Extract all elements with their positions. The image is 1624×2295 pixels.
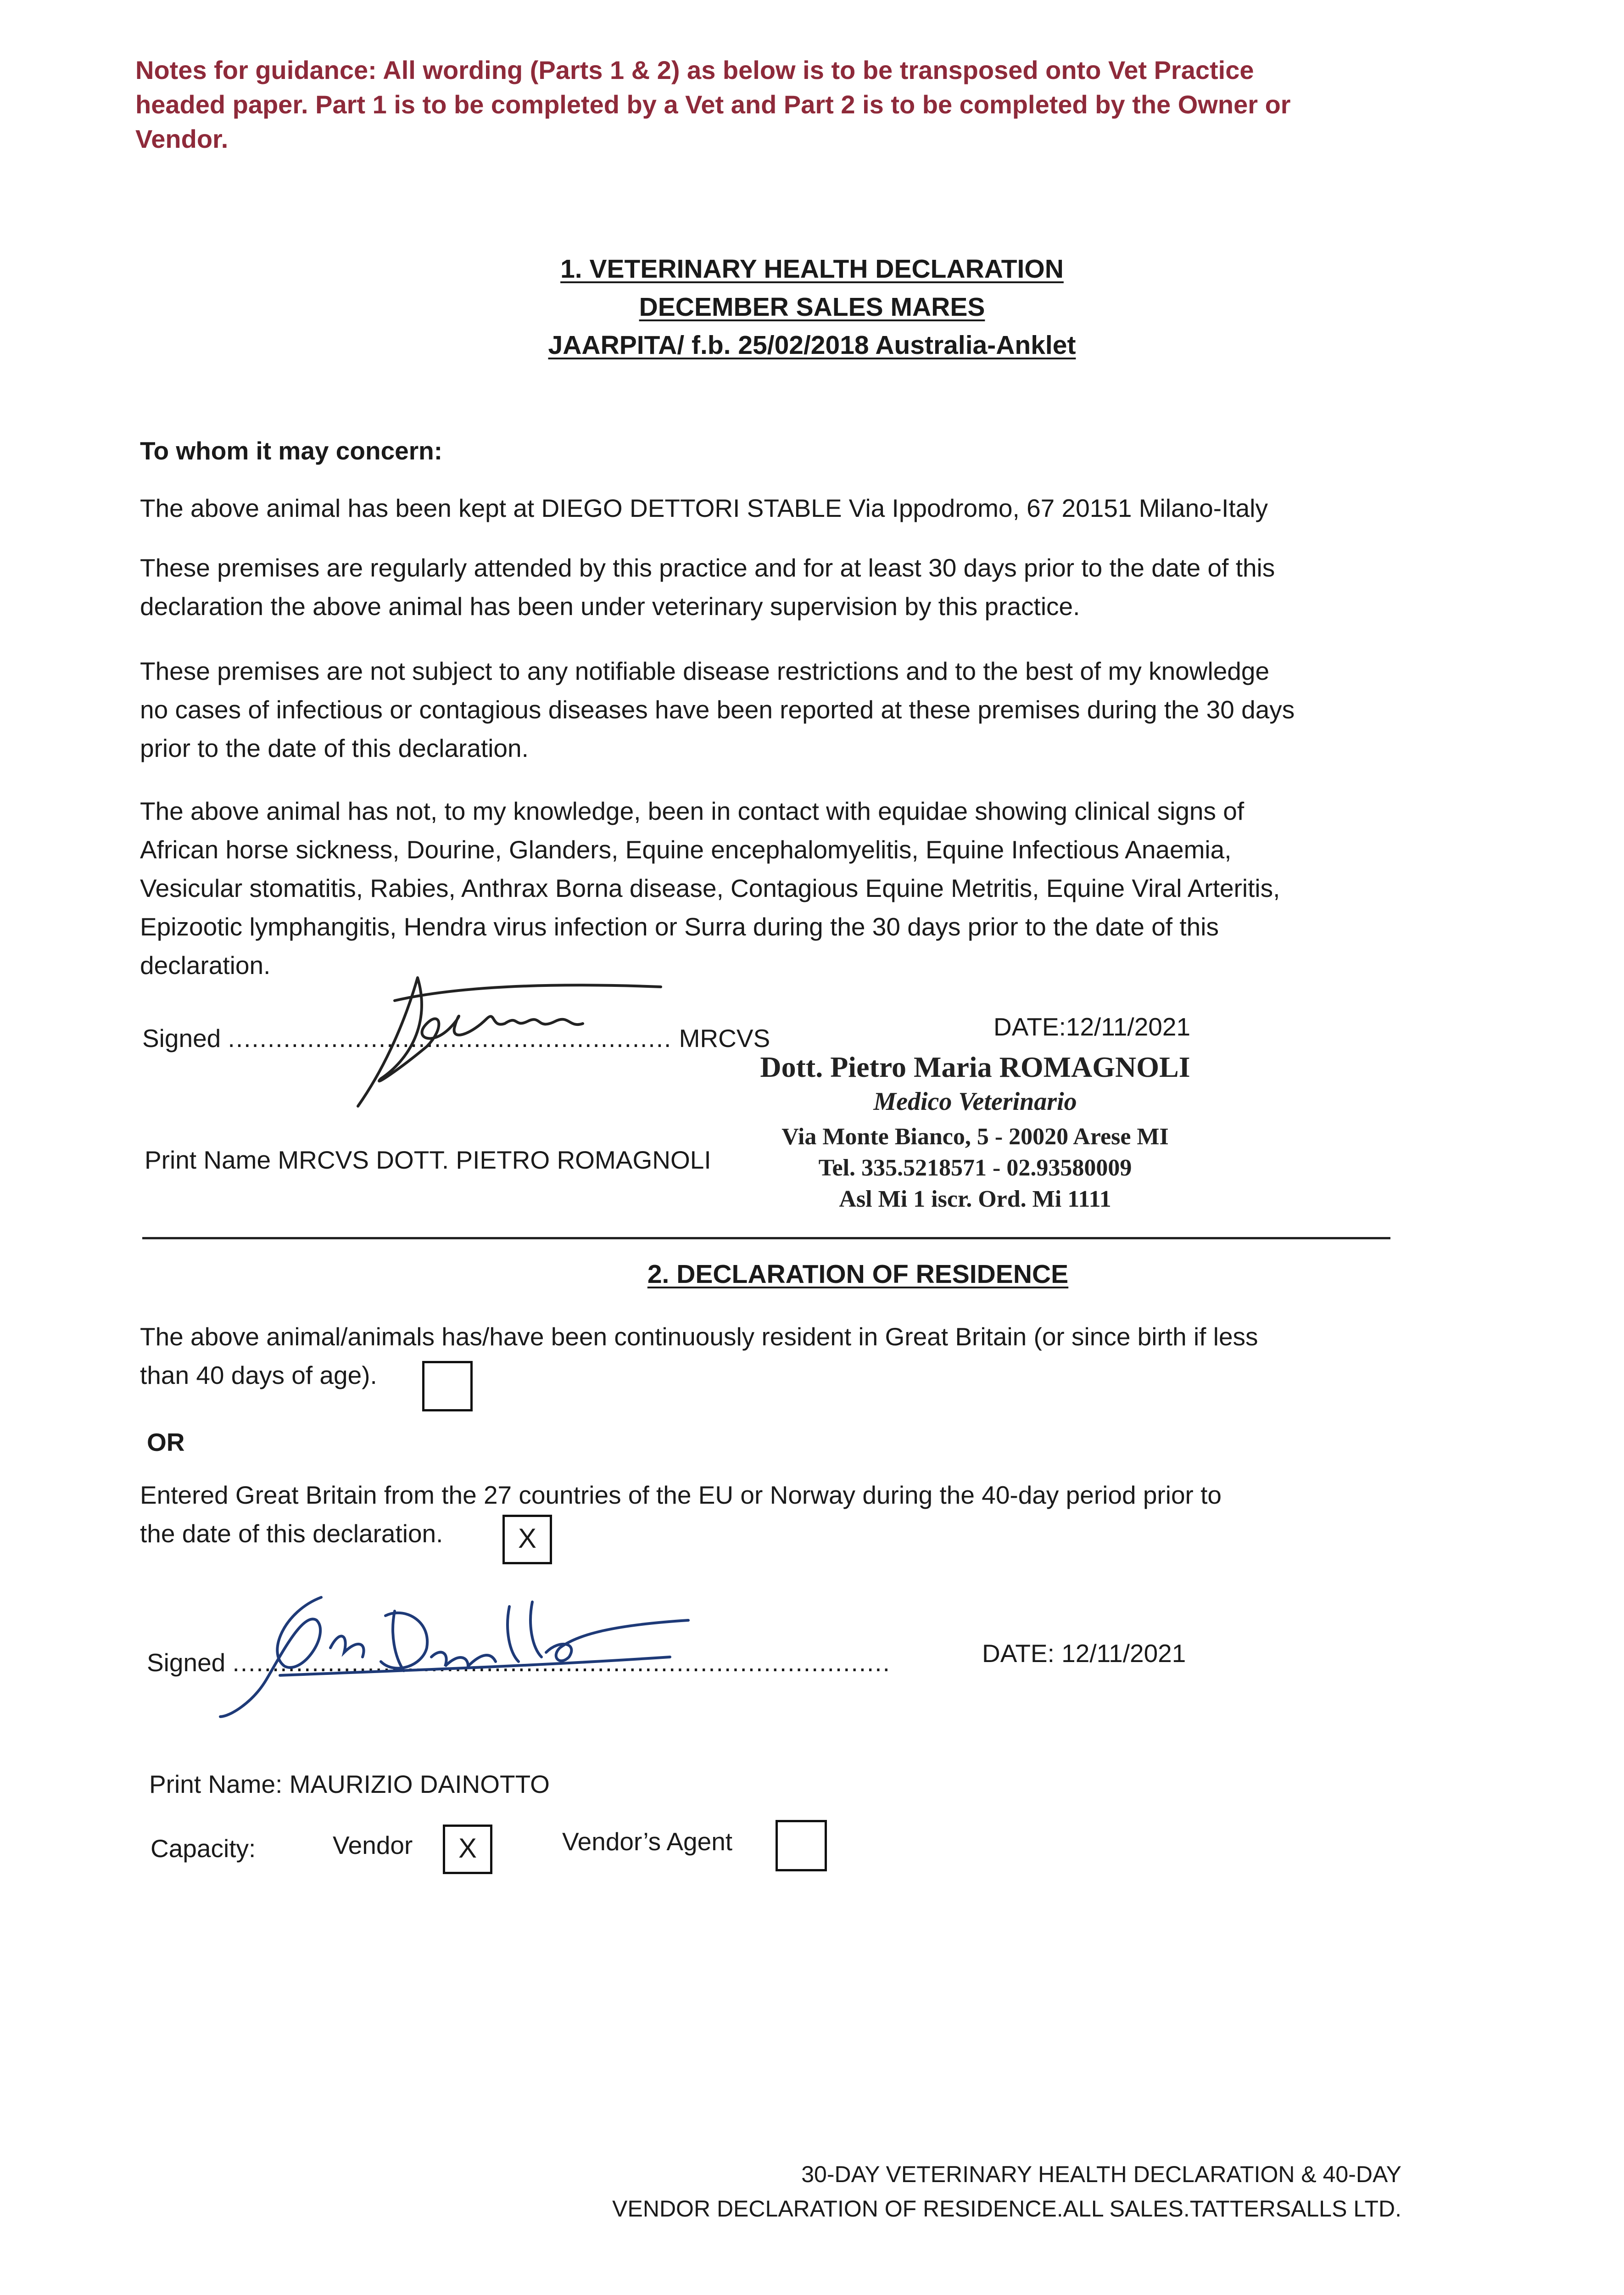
para-kept-at: The above animal has been kept at DIEGO DETTORI STABLE Via Ippodromo, 67 20151 Milano-Italy xyxy=(140,494,1268,522)
footer xyxy=(612,2157,1401,2226)
vet-stamp xyxy=(723,1049,1228,1215)
para-line: declaration the above animal has been under veterinary supervision by this practice. xyxy=(140,592,1080,621)
para-line: The above animal has not, to my knowledge, been in contact with equidae showing clinical signs of xyxy=(140,797,1245,825)
guidance-line: headed paper. Part 1 is to be completed by a Vet and Part 2 is to be completed by the Owner or xyxy=(135,90,1291,119)
para-restrictions xyxy=(140,652,1393,767)
mrcvs-label: MRCVS xyxy=(679,1024,770,1052)
stamp-line: Medico Veterinario xyxy=(873,1087,1077,1116)
stamp-line: Asl Mi 1 iscr. Ord. Mi 1111 xyxy=(839,1186,1111,1212)
residence-option-2 xyxy=(140,1476,1393,1553)
guidance-line: Notes for guidance: All wording (Parts 1 & 2) as below is to be transposed onto Vet Practice xyxy=(135,56,1254,84)
vet-signature-icon xyxy=(340,955,670,1120)
signed-label: Signed xyxy=(142,1024,221,1052)
resident-gb-checkbox[interactable] xyxy=(422,1361,473,1411)
or-label: OR xyxy=(147,1428,185,1456)
vet-print-name: Print Name MRCVS DOTT. PIETRO ROMAGNOLI xyxy=(145,1146,711,1174)
part2-title: 2. DECLARATION OF RESIDENCE xyxy=(647,1259,1069,1289)
owner-date: DATE: 12/11/2021 xyxy=(982,1639,1186,1668)
vendors-agent-label: Vendor’s Agent xyxy=(562,1827,733,1856)
para-contact xyxy=(140,792,1393,985)
signed-label: Signed xyxy=(147,1648,226,1677)
vendor-label: Vendor xyxy=(333,1831,413,1859)
owner-signature-icon xyxy=(211,1579,734,1735)
part1-headings xyxy=(0,250,1624,364)
para-line: These premises are regularly attended by this practice and for at least 30 days prior to the date of this xyxy=(140,554,1275,582)
footer-line: VENDOR DECLARATION OF RESIDENCE.ALL SALES.TATTERSALLS LTD. xyxy=(612,2196,1401,2222)
vet-date: DATE:12/11/2021 xyxy=(993,1013,1191,1041)
salutation: To whom it may concern: xyxy=(140,437,443,465)
para-line: Vesicular stomatitis, Rabies, Anthrax Borna disease, Contagious Equine Metritis, Equine Viral Arteritis, xyxy=(140,874,1280,902)
capacity-label: Capacity: xyxy=(151,1834,256,1863)
para-line: no cases of infectious or contagious diseases have been reported at these premises during the 30 days xyxy=(140,695,1295,724)
para-attended xyxy=(140,549,1393,626)
part1-title: 1. VETERINARY HEALTH DECLARATION xyxy=(560,254,1064,284)
para-line: the date of this declaration. xyxy=(140,1519,443,1548)
footer-line: 30-DAY VETERINARY HEALTH DECLARATION & 40-DAY xyxy=(801,2161,1401,2187)
para-line: Entered Great Britain from the 27 countries of the EU or Norway during the 40-day period prior to xyxy=(140,1481,1222,1509)
signed-dots: ................................................................................... xyxy=(232,1648,891,1677)
stamp-line: Dott. Pietro Maria ROMAGNOLI xyxy=(760,1051,1190,1083)
part1-animal-id: JAARPITA/ f.b. 25/02/2018 Australia-Anklet xyxy=(548,330,1076,360)
vendors-agent-checkbox[interactable] xyxy=(776,1820,827,1871)
stamp-line: Via Monte Bianco, 5 - 20020 Arese MI xyxy=(781,1124,1169,1150)
guidance-note xyxy=(135,53,1411,156)
signed-dots: ........................................................ xyxy=(228,1024,672,1052)
option-text: than 40 days of age). xyxy=(140,1361,377,1389)
entered-gb-checkbox[interactable]: X xyxy=(502,1515,552,1564)
part2-headings xyxy=(0,1255,1624,1293)
para-line xyxy=(140,1356,1393,1394)
part1-subtitle: DECEMBER SALES MARES xyxy=(639,292,985,322)
para-line: The above animal/animals has/have been continuously resident in Great Britain (or since birth if less xyxy=(140,1322,1258,1351)
residence-option-1 xyxy=(140,1317,1393,1394)
guidance-line: Vendor. xyxy=(135,124,229,153)
para-line: These premises are not subject to any notifiable disease restrictions and to the best of my knowledge xyxy=(140,657,1270,685)
vendor-checkbox[interactable]: X xyxy=(443,1825,492,1874)
para-line: African horse sickness, Dourine, Glanders, Equine encephalomyelitis, Equine Infectious Anaemia, xyxy=(140,835,1232,864)
owner-print-name: Print Name: MAURIZIO DAINOTTO xyxy=(149,1770,550,1798)
para-line: declaration. xyxy=(140,951,271,980)
para-line: Epizootic lymphangitis, Hendra virus infection or Surra during the 30 days prior to the date of this xyxy=(140,912,1219,941)
stamp-line: Tel. 335.5218571 - 02.93580009 xyxy=(818,1155,1132,1181)
section-divider xyxy=(142,1237,1390,1239)
para-line: prior to the date of this declaration. xyxy=(140,734,529,762)
